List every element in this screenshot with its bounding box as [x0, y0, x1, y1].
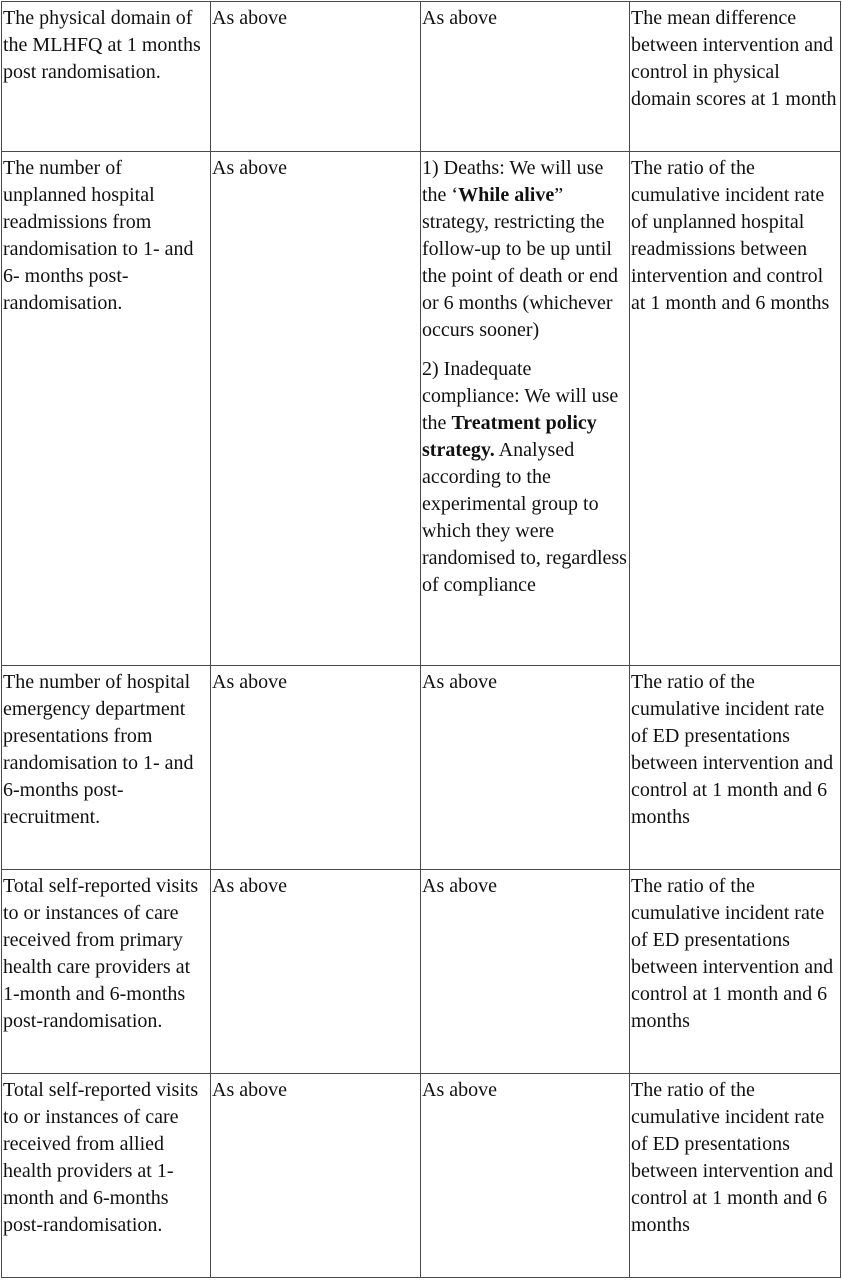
bold-term: While alive — [458, 184, 555, 206]
outcome-cell: Total self-reported visits to or instances of care received from allied health providers at 1-month and 6-months post-randomisation. — [2, 1074, 211, 1278]
text-run: ” strategy, restricting the follow-up to be up until the point of death or end or 6 months (whichever occurs sooner) — [422, 184, 619, 341]
deaths-strategy-text — [422, 155, 629, 344]
intercurrent-events-cell — [421, 152, 630, 666]
table-cell: As above — [211, 870, 421, 1074]
table-cell: As above — [421, 666, 630, 870]
outcome-cell: The number of unplanned hospital readmissions from randomisation to 1- and 6- months post-randomisation. — [2, 152, 211, 666]
table-cell: As above — [421, 1074, 630, 1278]
outcome-cell: The number of hospital emergency department presentations from randomisation to 1- and 6-months post-recruitment. — [2, 666, 211, 870]
text-run: Analysed according to the experimental group to which they were randomised to, regardless of compliance — [422, 439, 627, 596]
table-row — [2, 1074, 841, 1278]
table-cell: As above — [211, 1074, 421, 1278]
compliance-strategy-text — [422, 356, 629, 599]
summary-measure-cell: The ratio of the cumulative incident rate of unplanned hospital readmissions between intervention and control at 1 month and 6 months — [630, 152, 841, 666]
outcome-cell: The physical domain of the MLHFQ at 1 months post randomisation. — [2, 2, 211, 152]
bold-term: Treatment policy strategy. — [422, 412, 597, 461]
table-row — [2, 666, 841, 870]
table-row — [2, 870, 841, 1074]
text-run: 2) Inadequate compliance: We will use the — [422, 358, 619, 434]
table-cell: As above — [211, 666, 421, 870]
summary-measure-cell: The mean difference between intervention and control in physical domain scores at 1 month — [630, 2, 841, 152]
outcome-cell: Total self-reported visits to or instances of care received from primary health care providers at 1-month and 6-months post-randomisation. — [2, 870, 211, 1074]
summary-measure-cell: The ratio of the cumulative incident rate of ED presentations between intervention and control at 1 month and 6 months — [630, 870, 841, 1074]
table-cell: As above — [211, 2, 421, 152]
table-cell: As above — [211, 152, 421, 666]
table-cell: As above — [421, 870, 630, 1074]
table-row — [2, 2, 841, 152]
summary-measure-cell: The ratio of the cumulative incident rate of ED presentations between intervention and control at 1 month and 6 months — [630, 666, 841, 870]
table-row — [2, 152, 841, 666]
text-run: 1) Deaths: We will use the ‘ — [422, 157, 604, 206]
estimand-table — [1, 1, 841, 1278]
summary-measure-cell: The ratio of the cumulative incident rate of ED presentations between intervention and control at 1 month and 6 months — [630, 1074, 841, 1278]
table-cell: As above — [421, 2, 630, 152]
